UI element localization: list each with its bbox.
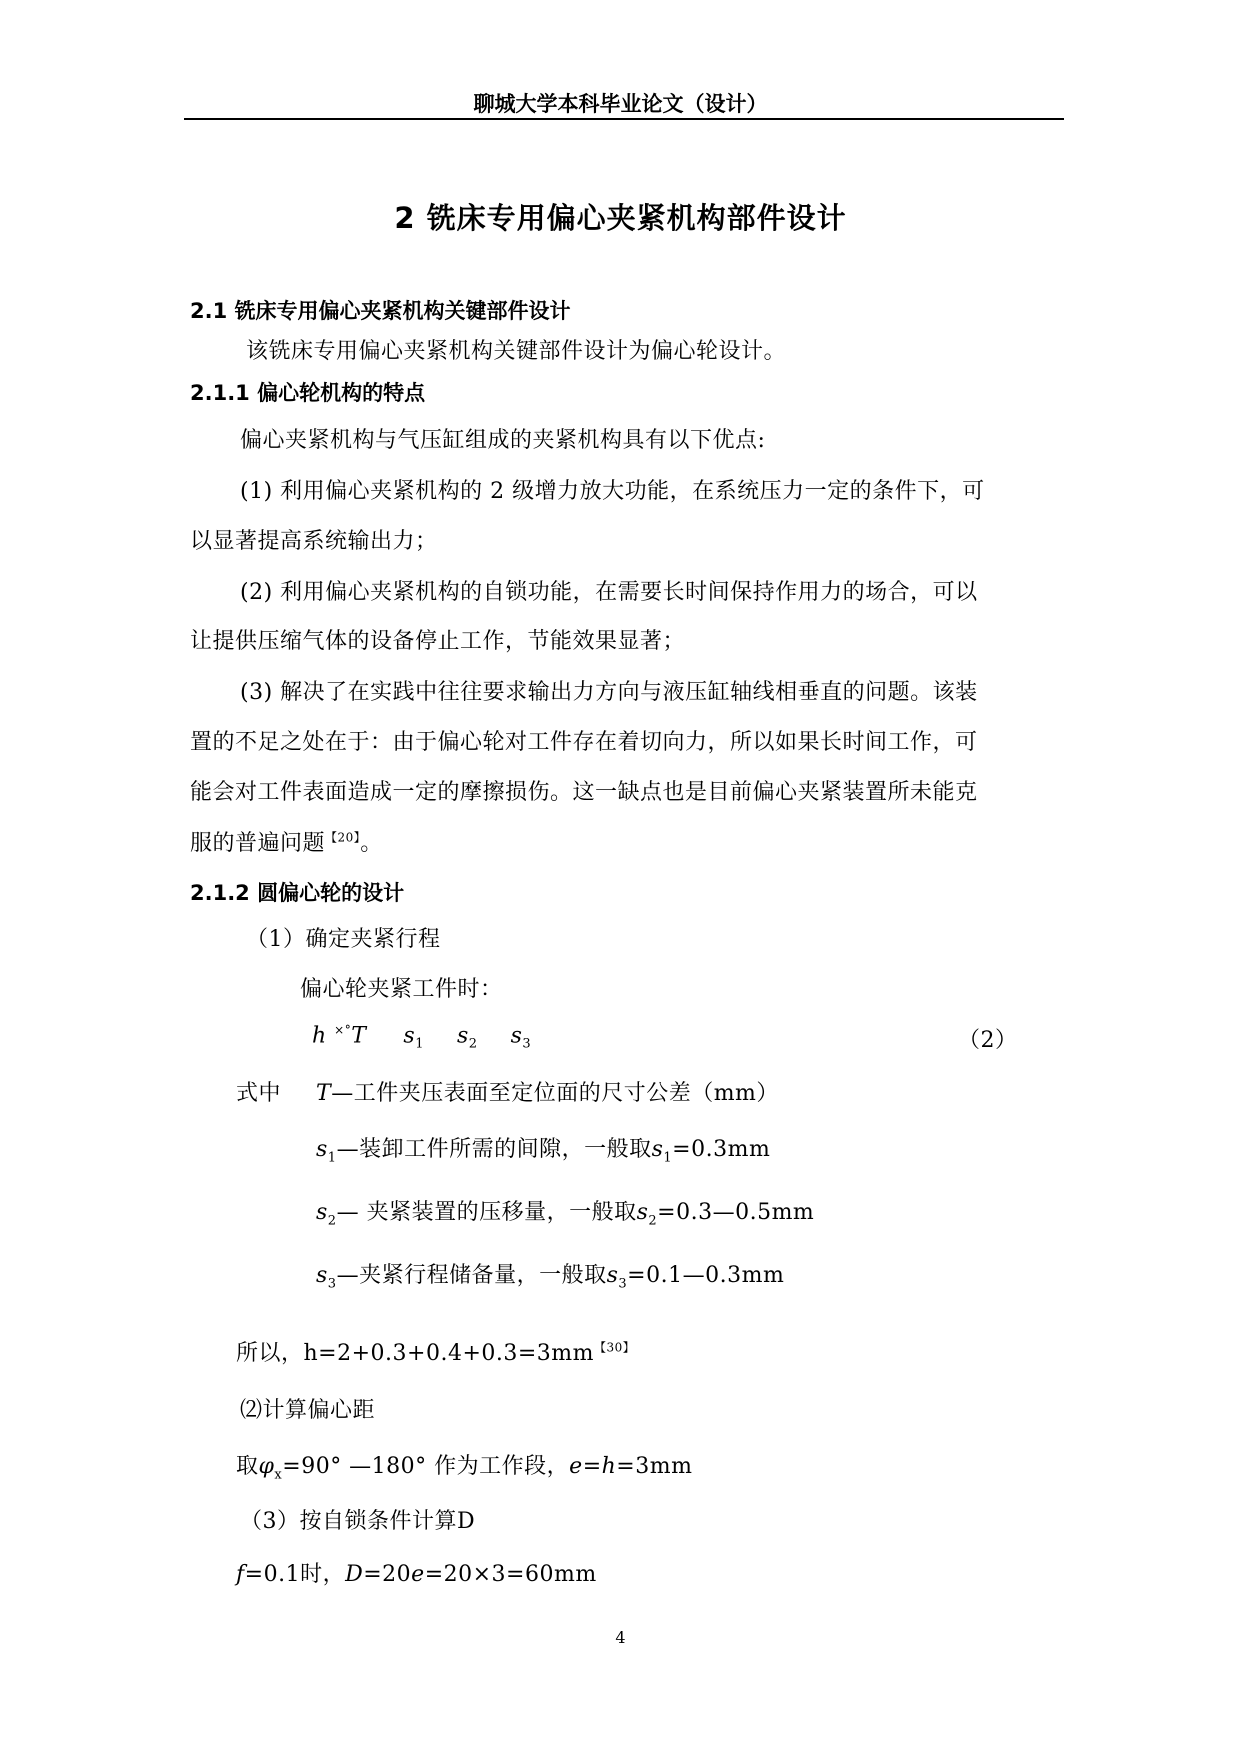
list-item-3-line [190, 826, 383, 857]
result-line [236, 1336, 635, 1367]
formula-eq: e=h= [569, 1454, 636, 1479]
formula-var: h [312, 1023, 327, 1049]
formula-sub: 1 [327, 1150, 337, 1166]
text: =0.3mm [672, 1137, 771, 1162]
list-item-3-line: 置的不足之处在于：由于偏心轮对工件存在着切向力，所以如果长时间工作，可 [190, 730, 978, 755]
formula-var: T [351, 1023, 367, 1049]
text: 。 [360, 831, 383, 856]
text: 所以，h=2+0.3+0.4+0.3=3mm [236, 1341, 595, 1366]
formula-var: s [651, 1137, 664, 1162]
formula-sub: 2 [468, 1036, 478, 1052]
formula-var: s [316, 1137, 328, 1162]
formula-sub: x [274, 1467, 283, 1483]
list-item-1-line: (1) 利用偏心夹紧机构的 2 级增力放大功能，在系统压力一定的条件下，可 [240, 479, 985, 504]
paragraph: 偏心轮夹紧工件时： [300, 977, 503, 1002]
text: =0.1—0.3mm [627, 1263, 785, 1288]
where-label: 式中 [236, 1081, 282, 1106]
text: =20 [363, 1562, 412, 1587]
formula-var: T [316, 1081, 332, 1106]
step-3-line [236, 1557, 597, 1588]
formula-var: D [345, 1562, 364, 1587]
formula-sub: 2 [648, 1213, 658, 1229]
paragraph: 该铣床专用偏心夹紧机构关键部件设计为偏心轮设计。 [246, 339, 787, 364]
list-item-2-line: 让提供压缩气体的设备停止工作，节能效果显著； [190, 629, 686, 654]
page-number: 4 [615, 1628, 626, 1647]
list-item-1-line: 以显著提高系统输出力； [190, 529, 438, 554]
formula-sub: 1 [415, 1036, 424, 1052]
formula-sub: 2 [327, 1213, 337, 1229]
step-2-heading: ⑵计算偏心距 [240, 1398, 376, 1423]
list-item-3-line: 能会对工件表面造成一定的摩擦损伤。这一缺点也是目前偏心夹紧装置所未能克 [190, 780, 978, 805]
list-item-2-line: (2) 利用偏心夹紧机构的自锁功能，在需要长时间保持作用力的场合，可以 [240, 580, 978, 605]
text: —夹紧行程储备量，一般取 [336, 1263, 607, 1288]
formula-symbol: ×° [334, 1023, 352, 1037]
chapter-title: 2 铣床专用偏心夹紧机构部件设计 [394, 201, 847, 235]
running-header: 聊城大学本科毕业论文（设计） [473, 92, 768, 116]
step-2-line [236, 1449, 692, 1482]
definition-s1 [316, 1132, 770, 1165]
formula-var: s [403, 1023, 416, 1049]
header-rule [184, 118, 1064, 120]
text: 取 [236, 1454, 259, 1479]
formula-var: s [606, 1263, 619, 1288]
text: — 夹紧装置的压移量，一般取 [336, 1200, 637, 1225]
citation: 【30】 [594, 1340, 636, 1355]
formula-var: φ [258, 1454, 275, 1479]
section-heading-2-1-2: 2.1.2 圆偏心轮的设计 [190, 881, 405, 905]
citation: 【20】 [325, 830, 361, 845]
formula-var: s [316, 1263, 328, 1288]
formula-var: f [236, 1562, 245, 1587]
paragraph: 偏心夹紧机构与气压缸组成的夹紧机构具有以下优点: [240, 428, 766, 453]
section-heading-2-1-1: 2.1.1 偏心轮机构的特点 [190, 381, 426, 405]
text: —工件夹压表面至定位面的尺寸公差（mm） [331, 1081, 779, 1106]
list-item-3-line: (3) 解决了在实践中往往要求输出力方向与液压缸轴线相垂直的问题。该装 [240, 680, 978, 705]
text: —装卸工件所需的间隙，一般取 [336, 1137, 652, 1162]
step-3-heading: （3）按自锁条件计算D [240, 1509, 476, 1534]
formula-sub: 3 [522, 1036, 532, 1052]
formula-sub: 1 [663, 1150, 673, 1166]
formula-var: s [510, 1023, 523, 1049]
text: =20×3=60mm [424, 1562, 597, 1587]
text: =0.3—0.5mm [657, 1200, 815, 1225]
step-1-heading: （1）确定夹紧行程 [246, 927, 441, 952]
text: =90° —180° 作为工作段， [282, 1454, 570, 1479]
definition-s3 [316, 1258, 784, 1291]
text: =0.1时， [244, 1562, 346, 1587]
formula-var: e [411, 1562, 425, 1587]
definition-s2 [316, 1195, 814, 1228]
formula-2 [312, 1023, 531, 1052]
formula-var: s [636, 1200, 649, 1225]
formula-var: s [457, 1023, 469, 1049]
formula-sub: 3 [327, 1276, 337, 1292]
definition-T [316, 1076, 779, 1107]
section-heading-2-1: 2.1 铣床专用偏心夹紧机构关键部件设计 [190, 299, 571, 323]
text: 服的普遍问题 [190, 831, 326, 856]
formula-sub: 3 [618, 1276, 628, 1292]
equation-number: （2） [958, 1028, 1018, 1053]
text: 3mm [635, 1454, 693, 1479]
formula-var: s [316, 1200, 328, 1225]
